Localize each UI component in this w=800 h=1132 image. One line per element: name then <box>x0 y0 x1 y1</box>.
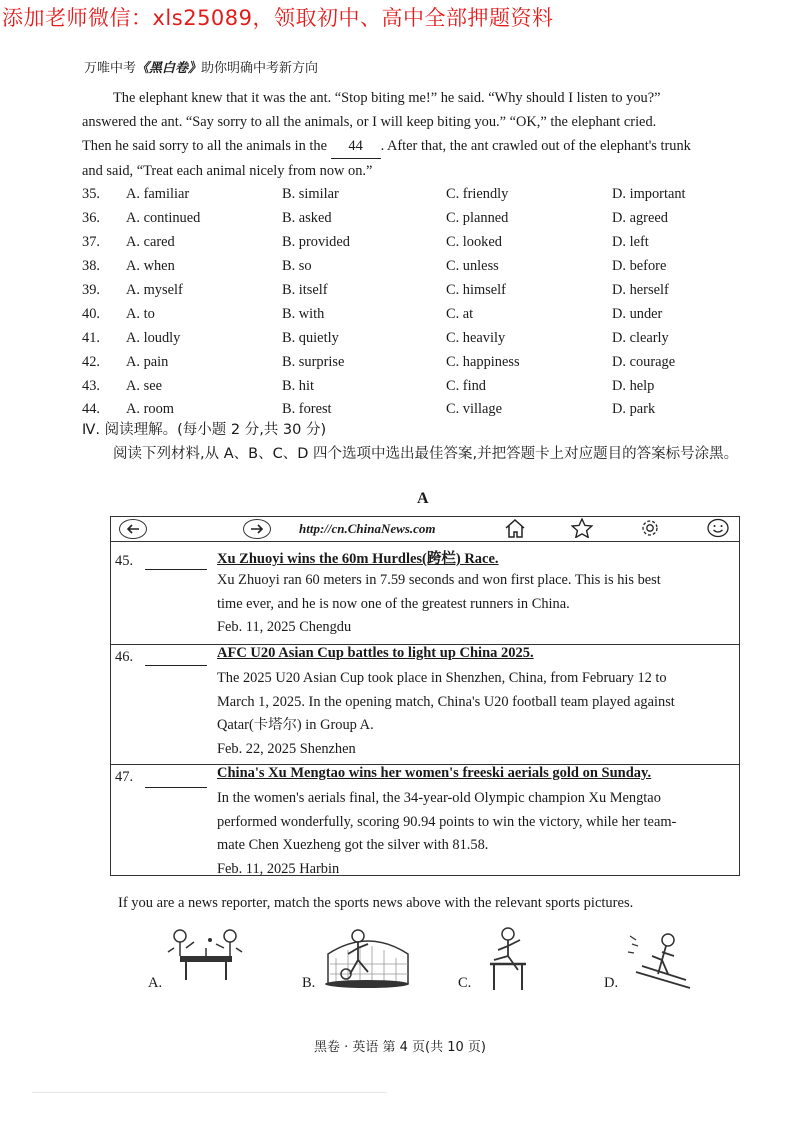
settings-icon[interactable] <box>639 518 661 542</box>
option-row <box>82 326 772 350</box>
option-b: B. provided <box>282 234 350 251</box>
answer-blank[interactable] <box>145 787 207 788</box>
question-number: 43. <box>82 377 100 394</box>
news-headline: China's Xu Mengtao wins her women's freeski aerials gold on Sunday. <box>217 765 652 781</box>
news-body <box>217 569 737 640</box>
option-d: D. before <box>612 258 667 275</box>
option-row <box>82 350 772 374</box>
passage-line-3-after: . After that, the ant crawled out of the elephant's trunk <box>380 138 691 154</box>
header-slogan <box>84 57 318 76</box>
option-row <box>82 255 772 279</box>
home-icon[interactable] <box>503 518 527 542</box>
option-b: B. hit <box>282 377 314 394</box>
option-c: C. happiness <box>446 353 520 370</box>
question-number: 44. <box>82 401 100 418</box>
matching-instruction: If you are a news reporter, match the sports news above with the relevant sports pictures. <box>118 895 634 911</box>
page-footer: 黑卷 · 英语 第 4 页(共 10 页) <box>313 1040 486 1055</box>
option-a: A. continued <box>126 210 201 227</box>
news-dateline: Feb. 11, 2025 Chengdu <box>217 619 352 635</box>
star-icon[interactable] <box>571 518 593 542</box>
blank-44: 44 <box>331 134 381 159</box>
option-d: D. help <box>612 377 655 394</box>
news-body-line: Xu Zhuoyi ran 60 meters in 7.59 seconds and won first place. This is his best <box>217 572 661 588</box>
question-number: 39. <box>82 282 100 298</box>
news-body-line: mate Chen Xuezheng got the silver with 81.58. <box>217 837 489 853</box>
table-tennis-picture <box>166 928 246 988</box>
promo-banner: 添加老师微信：xls25089，领取初中、高中全部押题资料 <box>2 6 554 30</box>
question-number: 35. <box>82 186 100 203</box>
football-picture <box>322 924 412 992</box>
option-b: B. quietly <box>282 329 339 346</box>
option-b: B. itself <box>282 282 328 298</box>
back-icon[interactable] <box>119 519 147 539</box>
option-d: D. herself <box>612 282 669 298</box>
answer-blank[interactable] <box>145 569 207 570</box>
picture-b-label: B. <box>302 975 316 991</box>
option-a: A. see <box>126 377 162 394</box>
passage-line-4: and said, “Treat each animal nicely from now on.” <box>82 163 373 179</box>
option-d: D. important <box>612 186 686 203</box>
option-c: C. looked <box>446 234 502 251</box>
option-row <box>82 279 772 303</box>
cloze-passage <box>82 86 772 183</box>
option-a: A. loudly <box>126 329 181 346</box>
option-a: A. myself <box>126 282 183 298</box>
news-body <box>217 787 737 881</box>
news-body-line: The 2025 U20 Asian Cup took place in Shenzhen, China, from February 12 to <box>217 670 667 686</box>
section-heading: Ⅳ. 阅读理解。(每小题 2 分,共 30 分) <box>82 422 327 438</box>
option-a: A. pain <box>126 353 169 370</box>
news-number: 47. <box>115 769 134 785</box>
picture-c-label: C. <box>458 975 472 991</box>
option-c: C. heavily <box>446 329 506 346</box>
cloze-options <box>82 183 772 422</box>
passage-letter: A <box>417 490 429 507</box>
news-body-line: performed wonderfully, scoring 90.94 points to win the victory, while her team- <box>217 813 677 830</box>
option-row <box>82 231 772 255</box>
option-d: D. left <box>612 234 649 251</box>
news-headline: Xu Zhuoyi wins the 60m Hurdles(跨栏) Race. <box>217 551 499 567</box>
option-d: D. under <box>612 305 663 322</box>
smiley-icon[interactable] <box>707 518 729 542</box>
option-a: A. to <box>126 305 155 322</box>
news-dateline: Feb. 11, 2025 Harbin <box>217 860 340 877</box>
question-number: 37. <box>82 234 100 251</box>
option-row <box>82 207 772 231</box>
news-number: 45. <box>115 553 134 569</box>
option-c: C. himself <box>446 282 506 298</box>
news-item-46 <box>111 644 739 764</box>
passage-line-3 <box>82 134 772 159</box>
question-number: 42. <box>82 353 100 370</box>
url-address[interactable]: http://cn.ChinaNews.com <box>299 521 436 536</box>
passage-line-3-before: Then he said sorry to all the animals in the <box>82 138 331 154</box>
news-headline: AFC U20 Asian Cup battles to light up China 2025. <box>217 645 534 661</box>
option-b: B. surprise <box>282 353 345 370</box>
news-body-line: Qatar(卡塔尔) in Group A. <box>217 717 374 733</box>
passage-line-1: The elephant knew that it was the ant. “Stop biting me!” he said. “Why should I listen to you?” <box>113 90 661 106</box>
option-c: C. planned <box>446 210 509 227</box>
picture-a-label: A. <box>148 975 163 991</box>
question-number: 40. <box>82 305 100 322</box>
option-d: D. courage <box>612 353 676 370</box>
browser-toolbar <box>111 517 739 542</box>
option-d: D. clearly <box>612 329 669 346</box>
news-webpage <box>110 516 740 876</box>
slogan-prefix: 万唯中考 <box>84 61 137 76</box>
news-item-45 <box>111 541 739 644</box>
option-b: B. so <box>282 258 312 275</box>
answer-blank[interactable] <box>145 665 207 666</box>
option-b: B. forest <box>282 401 332 418</box>
option-row <box>82 374 772 398</box>
picture-d-label: D. <box>604 975 619 991</box>
option-b: B. asked <box>282 210 332 227</box>
option-b: B. similar <box>282 186 339 203</box>
divider <box>32 1092 387 1093</box>
question-number: 38. <box>82 258 100 275</box>
news-dateline: Feb. 22, 2025 Shenzhen <box>217 740 356 757</box>
news-body-line: time ever, and he is now one of the greatest runners in China. <box>217 595 570 612</box>
news-body <box>217 667 737 761</box>
option-b: B. with <box>282 305 325 322</box>
passage-line-2: answered the ant. “Say sorry to all the animals, or I will keep biting you.” “OK,” the elephant cried. <box>82 114 657 130</box>
option-c: C. at <box>446 305 474 322</box>
news-number: 46. <box>115 649 134 665</box>
option-d: D. agreed <box>612 210 668 227</box>
option-a: A. cared <box>126 234 175 251</box>
option-row <box>82 302 772 326</box>
option-a: A. when <box>126 258 175 275</box>
hurdles-picture <box>486 924 530 998</box>
question-number: 36. <box>82 210 100 227</box>
option-row <box>82 183 772 207</box>
section-description: 阅读下列材料,从 A、B、C、D 四个选项中选出最佳答案,并把答题卡上对应题目的答案标号涂黑。 <box>113 446 739 462</box>
option-d: D. park <box>612 401 656 418</box>
option-a: A. room <box>126 401 174 418</box>
news-body-line: March 1, 2025. In the opening match, China's U20 football team played against <box>217 693 675 710</box>
option-c: C. unless <box>446 258 499 275</box>
news-item-47 <box>111 764 739 876</box>
freeski-aerials-picture <box>626 930 696 994</box>
slogan-suffix: 助你明确中考新方向 <box>201 61 319 76</box>
option-c: C. village <box>446 401 502 418</box>
question-number: 41. <box>82 329 100 346</box>
forward-icon[interactable] <box>243 519 271 539</box>
option-a: A. familiar <box>126 186 190 203</box>
option-c: C. friendly <box>446 186 509 203</box>
option-c: C. find <box>446 377 486 394</box>
slogan-emphasis: 《黑白卷》 <box>136 61 202 76</box>
news-body-line: In the women's aerials final, the 34-year-old Olympic champion Xu Mengtao <box>217 790 661 806</box>
